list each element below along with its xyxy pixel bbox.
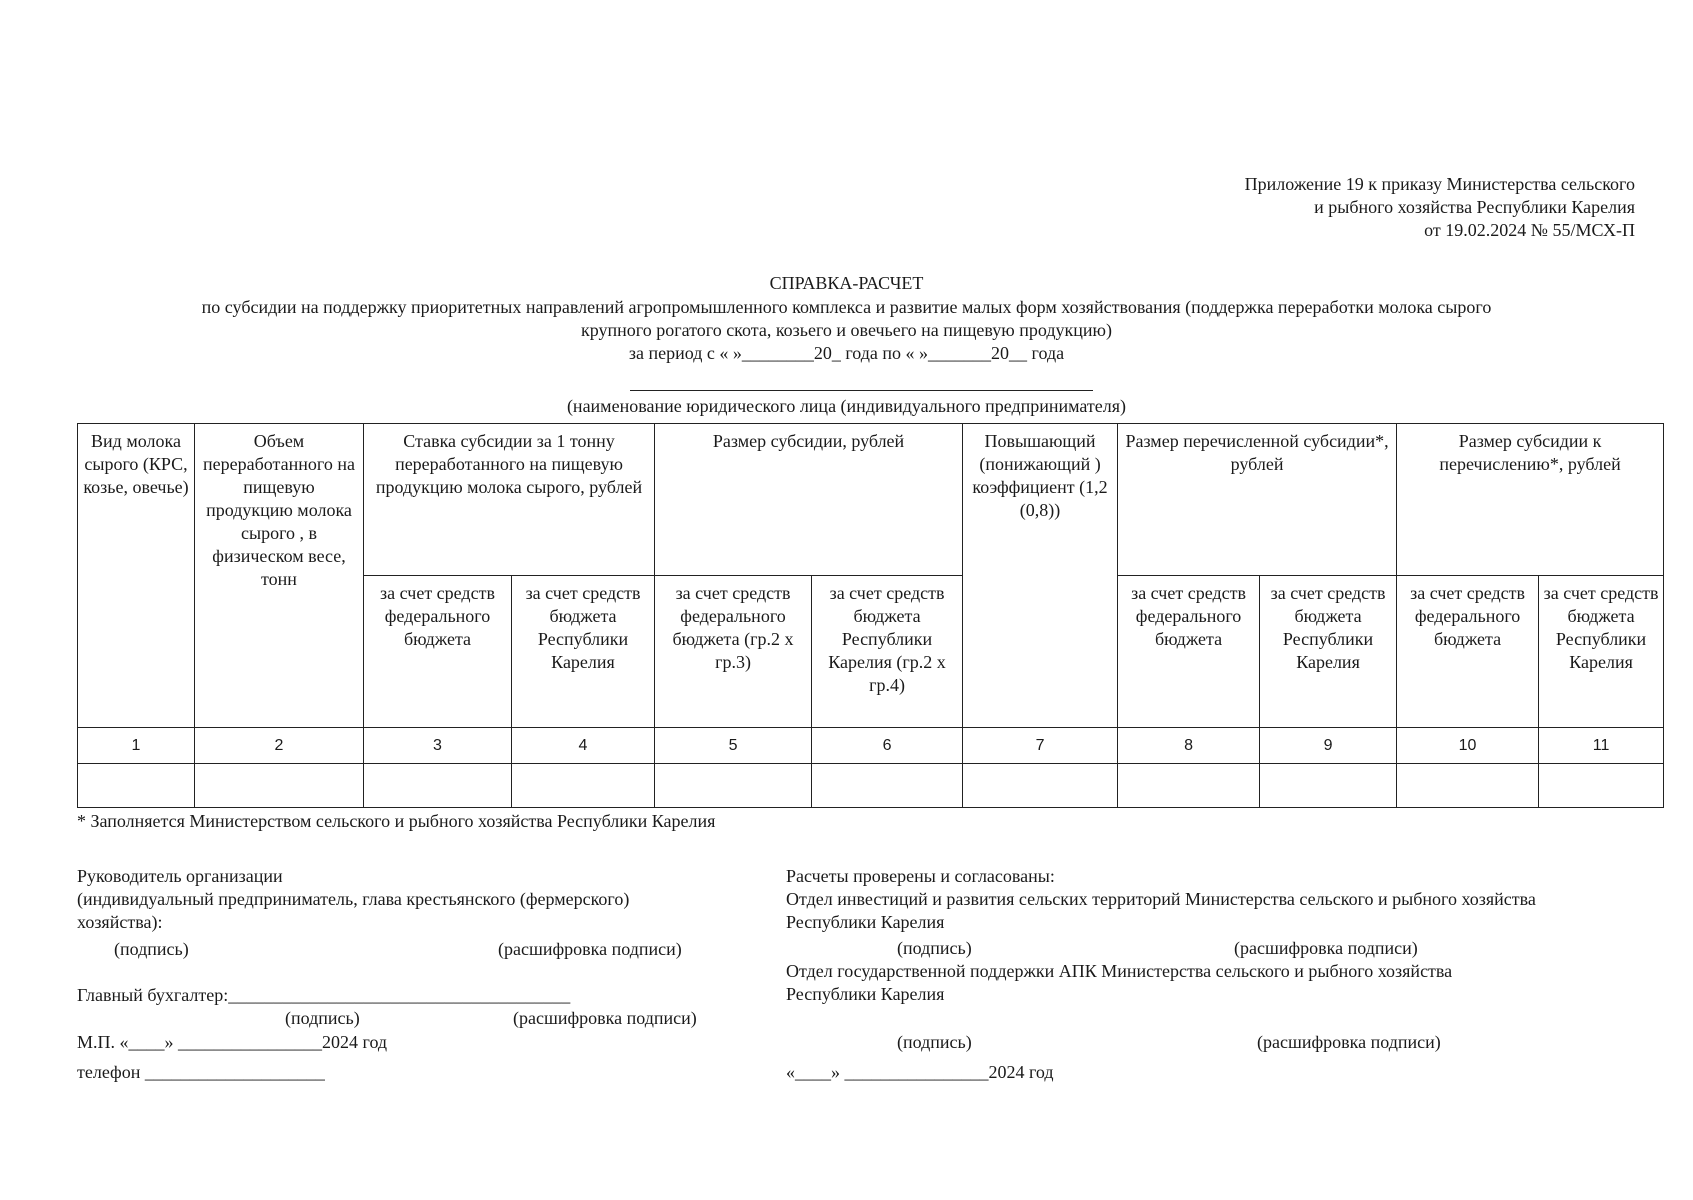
header-transferred-subsidy: Размер перечисленной субсидии*, рублей — [1118, 424, 1397, 576]
dept1-signature-label: (подпись) — [897, 938, 972, 958]
data-cell[interactable] — [1260, 764, 1397, 808]
column-number: 1 — [78, 728, 195, 764]
support-dept-name: Отдел государственной поддержки АПК Министерства сельского и рыбного хозяйства — [786, 961, 1453, 981]
column-number: 4 — [512, 728, 655, 764]
column-number: 6 — [812, 728, 963, 764]
subheader-to-transfer-regional: за счет средств бюджета Республики Карелия — [1539, 576, 1664, 728]
data-cell[interactable] — [195, 764, 364, 808]
subheader-transferred-federal: за счет средств федерального бюджета — [1118, 576, 1260, 728]
period-line: за период с « »________20_ года по « »_______20__ года — [628, 343, 1065, 363]
header-milk-type: Вид молока сырого (КРС, козье, овечье) — [78, 424, 195, 728]
column-number: 3 — [364, 728, 512, 764]
column-number-row — [78, 728, 1664, 764]
document-title: СПРАВКА-РАСЧЕТ — [769, 273, 924, 293]
support-dept-name-end: Республики Карелия — [786, 984, 945, 1004]
document-subtitle-line-2: крупного рогатого скота, козьего и овечьего на пищевую продукцию) — [581, 320, 1112, 340]
subheader-to-transfer-federal: за счет средств федерального бюджета — [1397, 576, 1539, 728]
data-cell[interactable] — [812, 764, 963, 808]
investment-dept-name-end: Республики Карелия — [786, 912, 945, 932]
stamp-date-line: М.П. «____» ________________2024 год — [77, 1032, 388, 1052]
signature-label: (подпись) — [114, 939, 189, 959]
verification-date-line: «____» ________________2024 год — [786, 1062, 1054, 1082]
dept2-signature-label: (подпись) — [897, 1032, 972, 1052]
column-number: 11 — [1539, 728, 1664, 764]
subheader-rate-regional: за счет средств бюджета Республики Карелия — [512, 576, 655, 728]
column-number: 9 — [1260, 728, 1397, 764]
data-cell[interactable] — [1397, 764, 1539, 808]
org-head-label: Руководитель организации — [77, 866, 283, 886]
annex-reference — [1245, 173, 1635, 242]
column-number: 2 — [195, 728, 364, 764]
org-head-description: (индивидуальный предприниматель, глава крестьянского (фермерского) — [77, 889, 630, 909]
data-cell[interactable] — [512, 764, 655, 808]
header-subsidy-to-transfer: Размер субсидии к перечислению*, рублей — [1397, 424, 1664, 576]
annex-line-3: от 19.02.2024 № 55/МСХ-П — [1424, 220, 1635, 240]
subheader-size-federal: за счет средств федерального бюджета (гр.2 х гр.3) — [655, 576, 812, 728]
subheader-transferred-regional: за счет средств бюджета Республики Карелия — [1260, 576, 1397, 728]
document-subtitle-line-1: по субсидии на поддержку приоритетных направлений агропромышленного комплекса и развитие малых форм хозяйствования (поддержка переработки молока сырого — [201, 297, 1492, 317]
data-cell[interactable] — [78, 764, 195, 808]
data-cell[interactable] — [364, 764, 512, 808]
data-cell[interactable] — [963, 764, 1118, 808]
annex-line-2: и рыбного хозяйства Республики Карелия — [1314, 197, 1635, 217]
dept2-decode-label: (расшифровка подписи) — [1257, 1032, 1441, 1052]
column-number: 7 — [963, 728, 1118, 764]
chief-accountant-line: Главный бухгалтер:______________________________________ — [77, 985, 571, 1005]
investment-dept-name: Отдел инвестиций и развития сельских территорий Министерства сельского и рыбного хозяйства — [786, 889, 1536, 909]
phone-line: телефон ____________________ — [77, 1062, 325, 1082]
subsidy-table — [77, 423, 1664, 808]
data-cell[interactable] — [1539, 764, 1664, 808]
header-subsidy-rate: Ставка субсидии за 1 тонну переработанного на пищевую продукцию молока сырого, рублей — [364, 424, 655, 576]
entity-name-caption: (наименование юридического лица (индивидуального предпринимателя) — [566, 396, 1127, 416]
subheader-rate-federal: за счет средств федерального бюджета — [364, 576, 512, 728]
table-row — [78, 764, 1664, 808]
accountant-decode-label: (расшифровка подписи) — [513, 1008, 697, 1028]
signature-decode-label: (расшифровка подписи) — [498, 939, 682, 959]
column-number: 10 — [1397, 728, 1539, 764]
accountant-signature-label: (подпись) — [285, 1008, 360, 1028]
footnote: * Заполняется Министерством сельского и рыбного хозяйства Республики Карелия — [77, 811, 716, 831]
subheader-size-regional: за счет средств бюджета Республики Карелия (гр.2 х гр.4) — [812, 576, 963, 728]
dept1-decode-label: (расшифровка подписи) — [1234, 938, 1418, 958]
header-coefficient: Повышающий (понижающий ) коэффициент (1,2 (0,8)) — [963, 424, 1118, 728]
data-cell[interactable] — [655, 764, 812, 808]
column-number: 8 — [1118, 728, 1260, 764]
header-processed-volume: Объем переработанного на пищевую продукцию молока сырого , в физическом весе, тонн — [195, 424, 364, 728]
column-number: 5 — [655, 728, 812, 764]
entity-name-underline — [630, 390, 1093, 391]
table-header-row — [78, 424, 1664, 576]
header-subsidy-size: Размер субсидии, рублей — [655, 424, 963, 576]
annex-line-1: Приложение 19 к приказу Министерства сельского — [1244, 174, 1635, 194]
data-cell[interactable] — [1118, 764, 1260, 808]
org-head-description-end: хозяйства): — [77, 912, 163, 932]
verification-label: Расчеты проверены и согласованы: — [786, 866, 1055, 886]
